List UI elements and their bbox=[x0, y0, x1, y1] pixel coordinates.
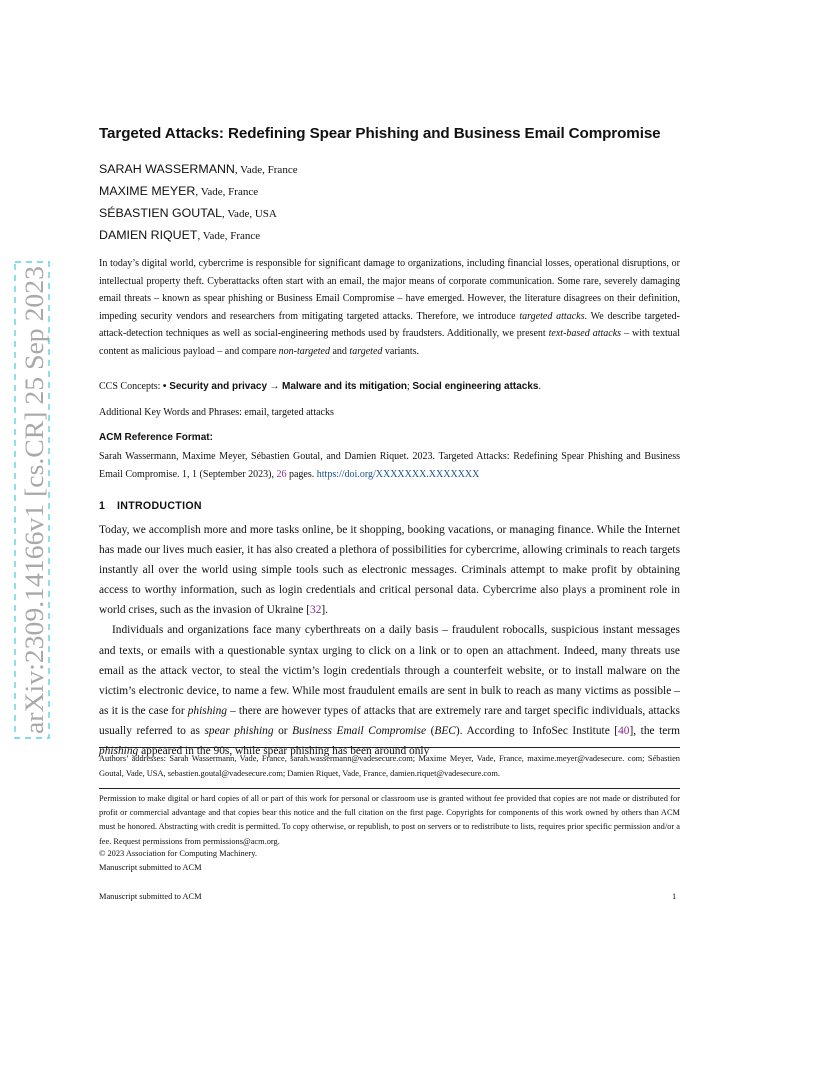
ccs-end: . bbox=[538, 381, 541, 392]
ccs-concept: Malware and its mitigation bbox=[282, 381, 408, 392]
abstract-emphasis: targeted attacks bbox=[519, 310, 585, 322]
author-affiliation: , Vade, France bbox=[195, 186, 259, 198]
page-number: 1 bbox=[672, 892, 677, 901]
abstract-text: In today’s digital world, cybercrime is responsible for significant damage to organizations, including financial losses, operational disruptions, or intellectual property theft. Cyberattacks often start with an email, the major means of corporate communication. Some rare, severely damaging email threats – known as spear phishing or Business Email Compromise – have emerged. However, the literature disagrees on their definition, impeding security vendors and researchers from mitigating targeted attacks. Therefore, we introduce bbox=[99, 258, 680, 322]
abstract-emphasis: text-based attacks bbox=[548, 328, 622, 340]
arxiv-stamp-text: arXiv:2309.14166v1 [cs.CR] 25 Sep 2023 bbox=[19, 286, 49, 734]
section-heading bbox=[99, 500, 202, 512]
author-addresses: Authors’ addresses: Sarah Wassermann, Vade, France, sarah.wassermann@vadesecure.com; Maxime Meyer, Vade, France, maxime.meyer@vadesecure. com; Sébastien Goutal, Vade, USA, sebastien.goutal@vadesecure.com; Damien Riquet, Vade, France, damien.riquet@vadesecure.com. bbox=[99, 754, 680, 778]
paragraph-text: Individuals and organizations face many cyberthreats on a daily basis – fraudulent robocalls, suspicious instant messages and texts, or emails with a questionable syntax urging to click on a link or to open an attachment. Indeed, many threats use email as the attack vector, to steal the victim’s login credentials through a counterfeit website, or to install malware on the victim’s electronic device, to name a few. While most fraudulent emails are sent in bulk to reach as many victims as possible – as it is the case for bbox=[99, 624, 680, 717]
author-entry bbox=[99, 182, 679, 204]
keywords: Additional Key Words and Phrases: email, targeted attacks bbox=[99, 407, 334, 418]
arxiv-stamp[interactable] bbox=[12, 260, 52, 740]
author-name: SÉBASTIEN GOUTAL bbox=[99, 206, 223, 220]
introduction-body bbox=[99, 520, 680, 761]
paragraph bbox=[99, 620, 680, 761]
emphasis: BEC bbox=[434, 724, 456, 737]
abstract bbox=[99, 255, 680, 361]
copyright-line: © 2023 Association for Computing Machinery. bbox=[99, 849, 257, 858]
abstract-emphasis: targeted bbox=[349, 345, 383, 357]
footnote-divider bbox=[99, 747, 680, 748]
citation-link[interactable]: 32 bbox=[310, 604, 322, 617]
ccs-concept: Security and privacy bbox=[169, 381, 268, 392]
abstract-text: – with textual content as malicious payload – and compare bbox=[99, 328, 680, 357]
paragraph bbox=[99, 520, 680, 620]
abstract-text: and bbox=[329, 345, 350, 357]
permission-notice: Permission to make digital or hard copies of all or part of this work for personal or classroom use is granted without fee provided that copies are not made or distributed for profit or commercial advantage and that copies bear this notice and the full citation on the first page. Copyrights for components of this work owned by others than ACM must be honored. Abstracting with credit is permitted. To copy otherwise, or republish, to post on servers or to redistribute to lists, requires prior specific permission and/or a fee. Request permissions from permissions@acm.org. bbox=[99, 794, 680, 846]
page-count-link[interactable]: 26 bbox=[276, 468, 287, 480]
author-affiliation: , Vade, France bbox=[234, 164, 298, 176]
abstract-emphasis: non-targeted bbox=[278, 345, 330, 357]
paragraph-text: or bbox=[273, 724, 293, 737]
acm-reference-text: pages. bbox=[286, 468, 317, 480]
ccs-concept: Social engineering attacks bbox=[412, 381, 539, 392]
section-title: INTRODUCTION bbox=[117, 500, 202, 512]
author-name: MAXIME MEYER bbox=[99, 184, 196, 198]
citation-link[interactable]: 40 bbox=[618, 724, 630, 737]
author-name: DAMIEN RIQUET bbox=[99, 228, 198, 242]
emphasis: phishing bbox=[99, 745, 139, 758]
author-entry bbox=[99, 160, 679, 182]
author-affiliation: , Vade, France bbox=[197, 230, 261, 242]
author-affiliation: , Vade, USA bbox=[222, 208, 277, 220]
ccs-separator: ; bbox=[407, 381, 413, 392]
ccs-arrow: → bbox=[267, 381, 283, 392]
author-name: SARAH WASSERMANN bbox=[99, 162, 235, 176]
acm-reference-text: Sarah Wassermann, Maxime Meyer, Sébastien Goutal, and Damien Riquet. 2023. Targeted Attacks: Redefining Spear Phishing and Business Email Compromise. 1, 1 (September 2023), bbox=[99, 451, 680, 480]
author-entry bbox=[99, 204, 679, 226]
submission-note: Manuscript submitted to ACM bbox=[99, 863, 202, 872]
emphasis: phishing bbox=[187, 704, 227, 717]
acm-reference-heading: ACM Reference Format: bbox=[99, 432, 213, 443]
doi-link[interactable]: https://doi.org/XXXXXXX.XXXXXXX bbox=[316, 468, 480, 480]
ccs-bullet: • bbox=[162, 381, 170, 392]
abstract-text: variants. bbox=[382, 345, 420, 357]
paragraph-text: ). According to InfoSec Institute [ bbox=[455, 724, 619, 737]
acm-reference bbox=[99, 448, 680, 483]
paper-title: Targeted Attacks: Redefining Spear Phishing and Business Email Compromise bbox=[99, 125, 661, 142]
abstract-text: . We describe targeted-attack-detection techniques as well as social-engineering methods used by fraudsters. Additionally, we present bbox=[99, 310, 681, 340]
section-number: 1 bbox=[99, 500, 106, 512]
author-entry bbox=[99, 226, 679, 248]
paragraph-text: ( bbox=[426, 724, 435, 737]
paragraph-text: Today, we accomplish more and more tasks online, be it shopping, booking vacations, or managing finance. While the Internet has made our lives much easier, it has also created a plethora of possibilities for cybercrime, allowing criminals to reach targets instantly all over the world using simple tools such as electronic messages. Criminals attempt to make profit by obtaining access to worthy information, such as login credentials and critical personal data. Cybercrime also plays a prominent role in world crises, such as the invasion of Ukraine [ bbox=[99, 524, 680, 617]
paragraph-text: ]. bbox=[321, 604, 329, 617]
ccs-concepts bbox=[99, 380, 680, 394]
emphasis: Business Email Compromise bbox=[292, 724, 427, 737]
ccs-label: CCS Concepts: bbox=[99, 381, 163, 392]
emphasis: spear phishing bbox=[204, 724, 274, 737]
footnote-divider bbox=[99, 788, 680, 789]
running-footer: Manuscript submitted to ACM bbox=[99, 892, 202, 901]
paragraph-text: ], the term bbox=[629, 724, 680, 737]
paragraph-text: – there are however types of attacks that are extremely rare and target specific individuals, attacks usually referred to as bbox=[99, 704, 680, 737]
paragraph-text: appeared in the 90s, while spear phishing has been around only bbox=[138, 745, 430, 758]
author-list bbox=[99, 160, 679, 248]
